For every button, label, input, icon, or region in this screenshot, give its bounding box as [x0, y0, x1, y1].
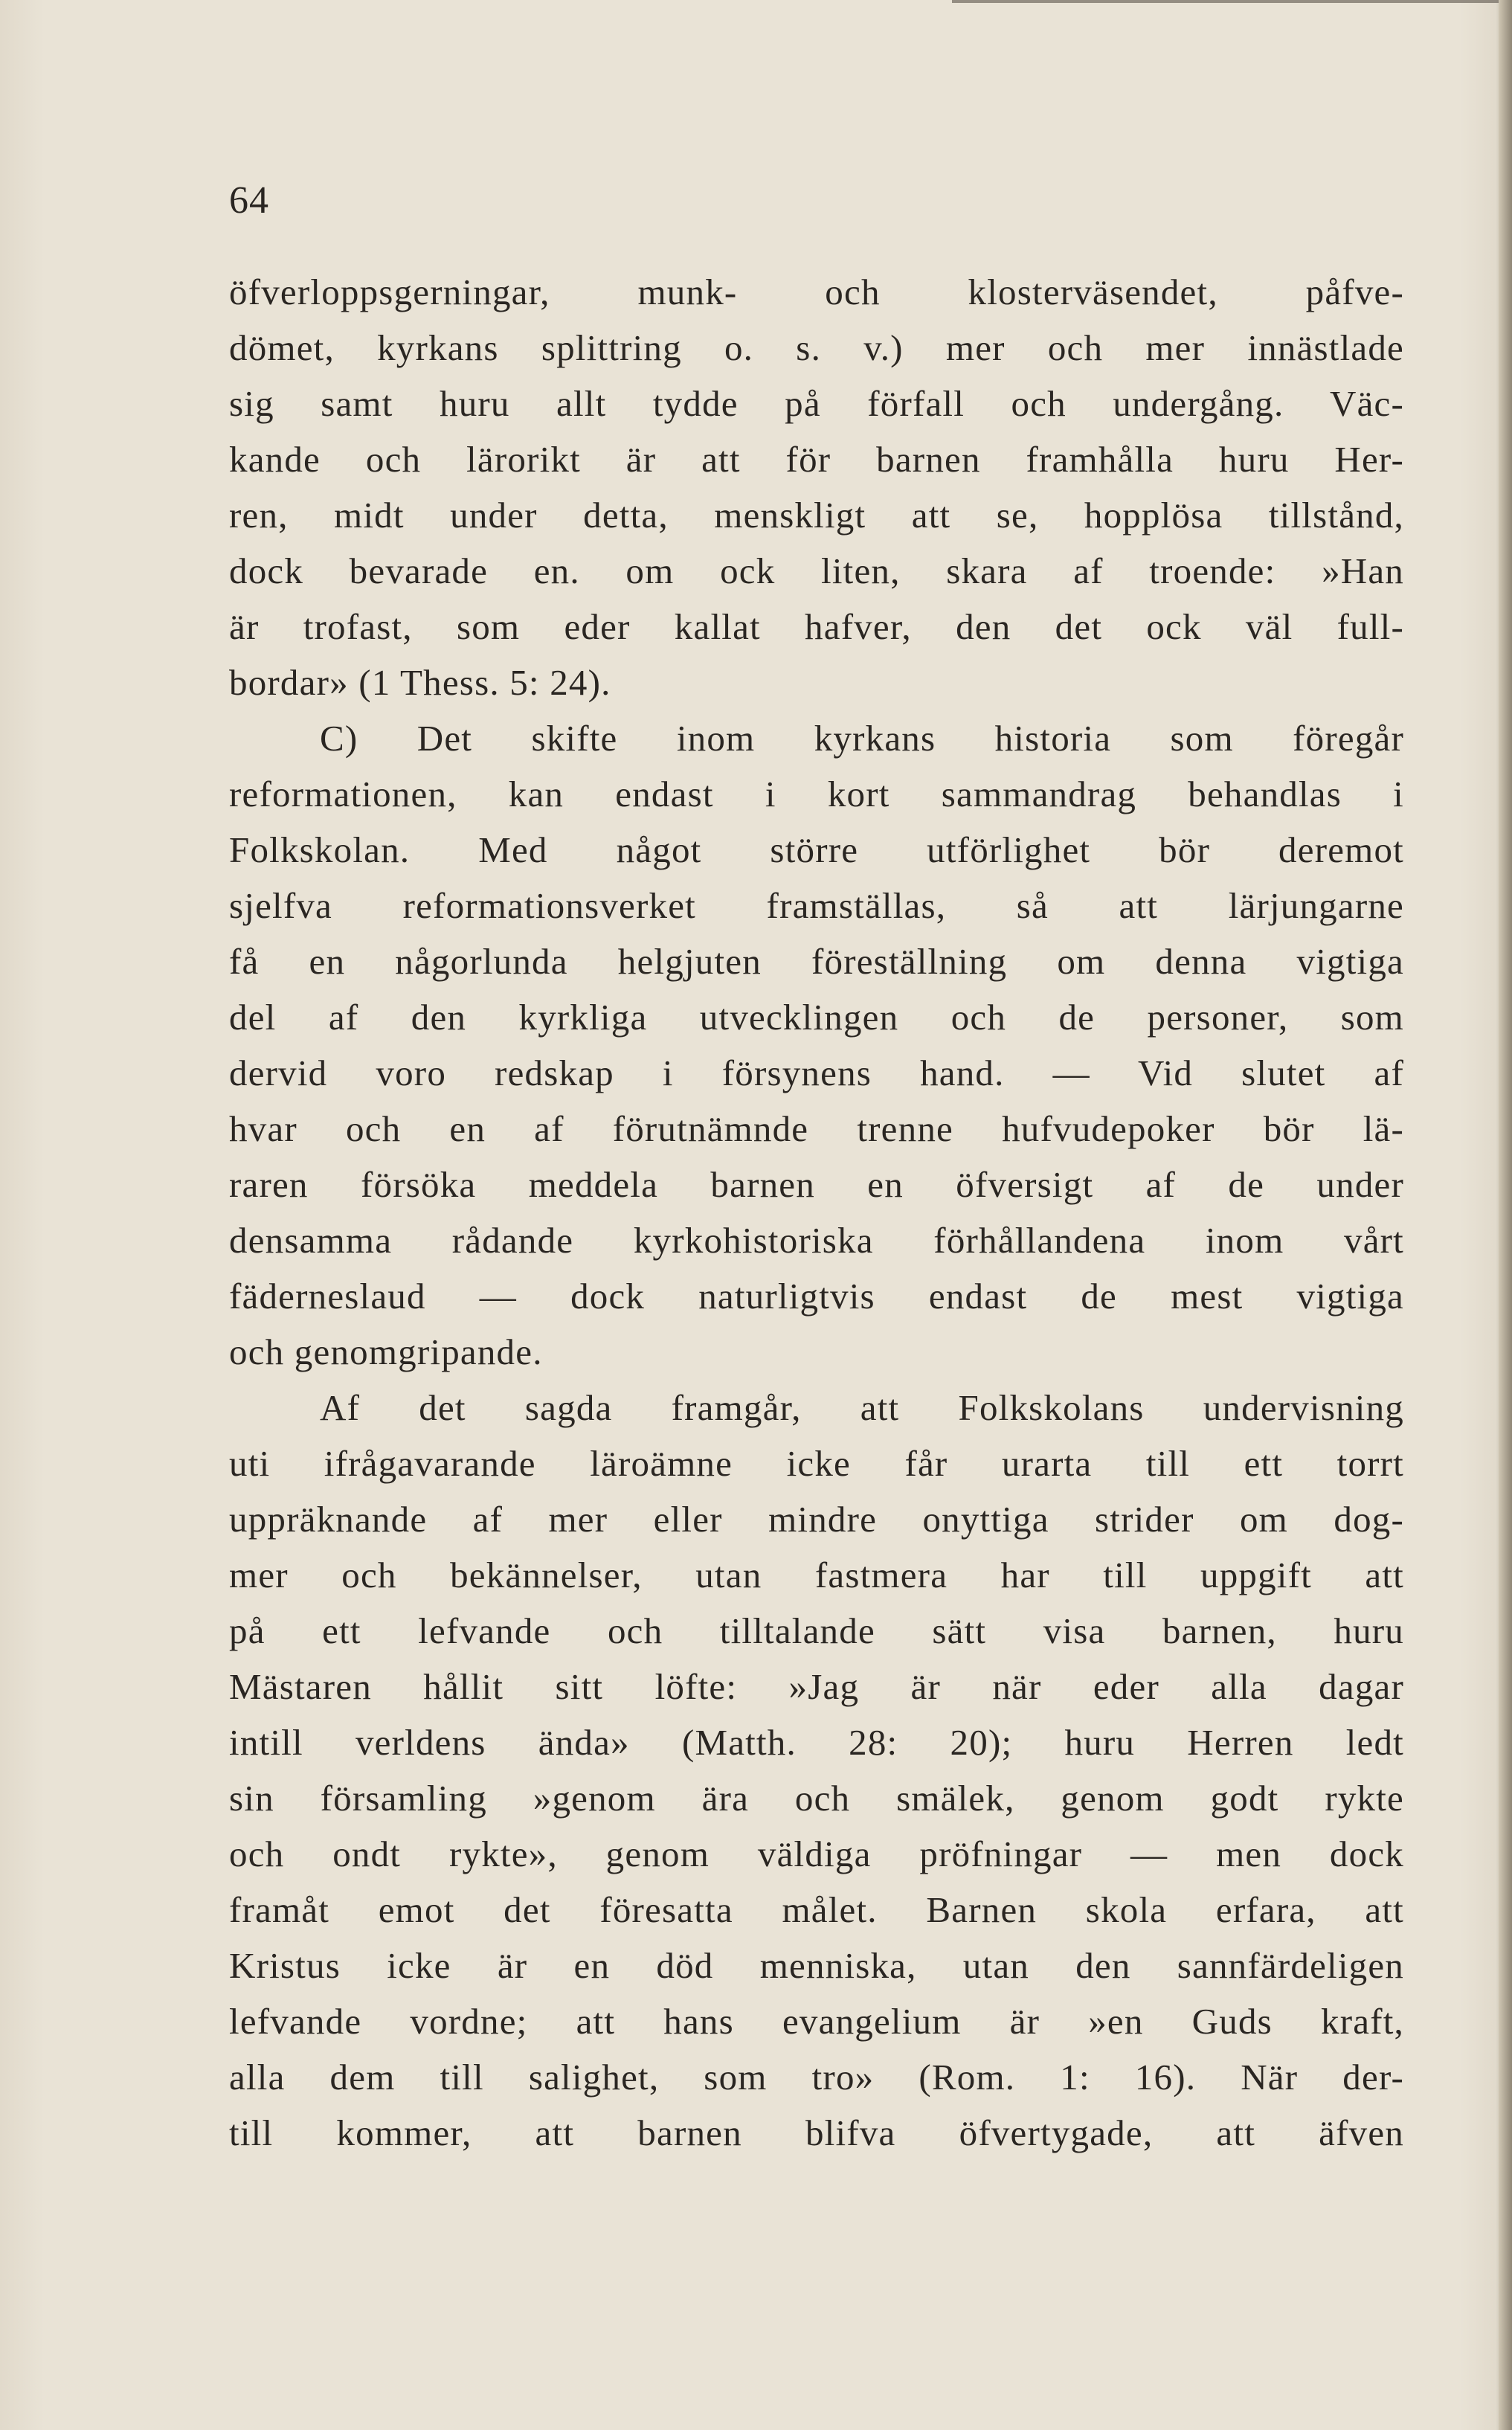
text-line: del af den kyrkliga utvecklingen och de personer, som [229, 997, 1404, 1038]
text-line: sig samt huru allt tydde på förfall och undergång. Väc- [229, 383, 1404, 424]
text-line: reformationen, kan endast i kort sammandrag behandlas i [229, 774, 1404, 814]
text-line: hvar och en af förutnämnde trenne hufvudepoker bör lä- [229, 1108, 1404, 1149]
text-line: på ett lefvande och tilltalande sätt visa barnen, huru [229, 1610, 1404, 1651]
text-line: intill verldens ända» (Matth. 28: 20); huru Herren ledt [229, 1722, 1404, 1763]
text-line: sjelfva reformationsverket framställas, så att lärjungarne [229, 885, 1404, 926]
text-line: dömet, kyrkans splittring o. s. v.) mer och mer innästlade [229, 327, 1404, 368]
text-line: Folkskolan. Med något större utförlighet bör deremot [229, 829, 1404, 870]
text-line: till kommer, att barnen blifva öfvertygade, att äfven [229, 2112, 1404, 2153]
text-line: och ondt rykte», genom väldiga pröfningar — men dock [229, 1833, 1404, 1874]
text-line: lefvande vordne; att hans evangelium är »en Guds kraft, [229, 2001, 1404, 2042]
text-line: ren, midt under detta, menskligt att se, hopplösa tillstånd, [229, 495, 1404, 536]
page-number: 64 [229, 179, 269, 222]
text-line: och genomgripande. [229, 1331, 543, 1372]
text-line: dock bevarade en. om ock liten, skara af troende: »Han [229, 550, 1404, 591]
text-line: fäderneslaud — dock naturligtvis endast de mest vigtiga [229, 1276, 1404, 1317]
text-line: få en någorlunda helgjuten föreställning om denna vigtiga [229, 941, 1404, 982]
text-line: uppräknande af mer eller mindre onyttiga strider om dog- [229, 1499, 1404, 1540]
text-line: framåt emot det föresatta målet. Barnen skola erfara, att [229, 1889, 1404, 1930]
text-line: alla dem till salighet, som tro» (Rom. 1: 16). När der- [229, 2057, 1404, 2098]
text-line: densamma rådande kyrkohistoriska förhållandena inom vårt [229, 1220, 1404, 1261]
paragraph-first-line: C) Det skifte inom kyrkans historia som föregår [320, 718, 1404, 759]
top-edge-rule [952, 0, 1499, 3]
text-line: mer och bekännelser, utan fastmera har till uppgift att [229, 1555, 1404, 1595]
text-line: sin församling »genom ära och smälek, genom godt rykte [229, 1778, 1404, 1819]
text-line: Kristus icke är en död menniska, utan den sannfärdeligen [229, 1945, 1404, 1986]
page-gutter-shadow [1499, 0, 1512, 2430]
text-line: bordar» (1 Thess. 5: 24). [229, 662, 611, 703]
paragraph-first-line: Af det sagda framgår, att Folkskolans undervisning [320, 1387, 1404, 1428]
text-line: öfverloppsgerningar, munk- och klosterväsendet, påfve- [229, 271, 1404, 312]
body-text [229, 264, 1404, 2161]
text-line: dervid voro redskap i försynens hand. — Vid slutet af [229, 1052, 1404, 1093]
text-line: kande och lärorikt är att för barnen framhålla huru Her- [229, 439, 1404, 480]
text-line: uti ifrågavarande läroämne icke får urarta till ett torrt [229, 1443, 1404, 1484]
text-line: är trofast, som eder kallat hafver, den det ock väl full- [229, 606, 1404, 647]
text-line: Mästaren hållit sitt löfte: »Jag är när eder alla dagar [229, 1666, 1404, 1707]
text-line: raren försöka meddela barnen en öfversigt af de under [229, 1164, 1404, 1205]
